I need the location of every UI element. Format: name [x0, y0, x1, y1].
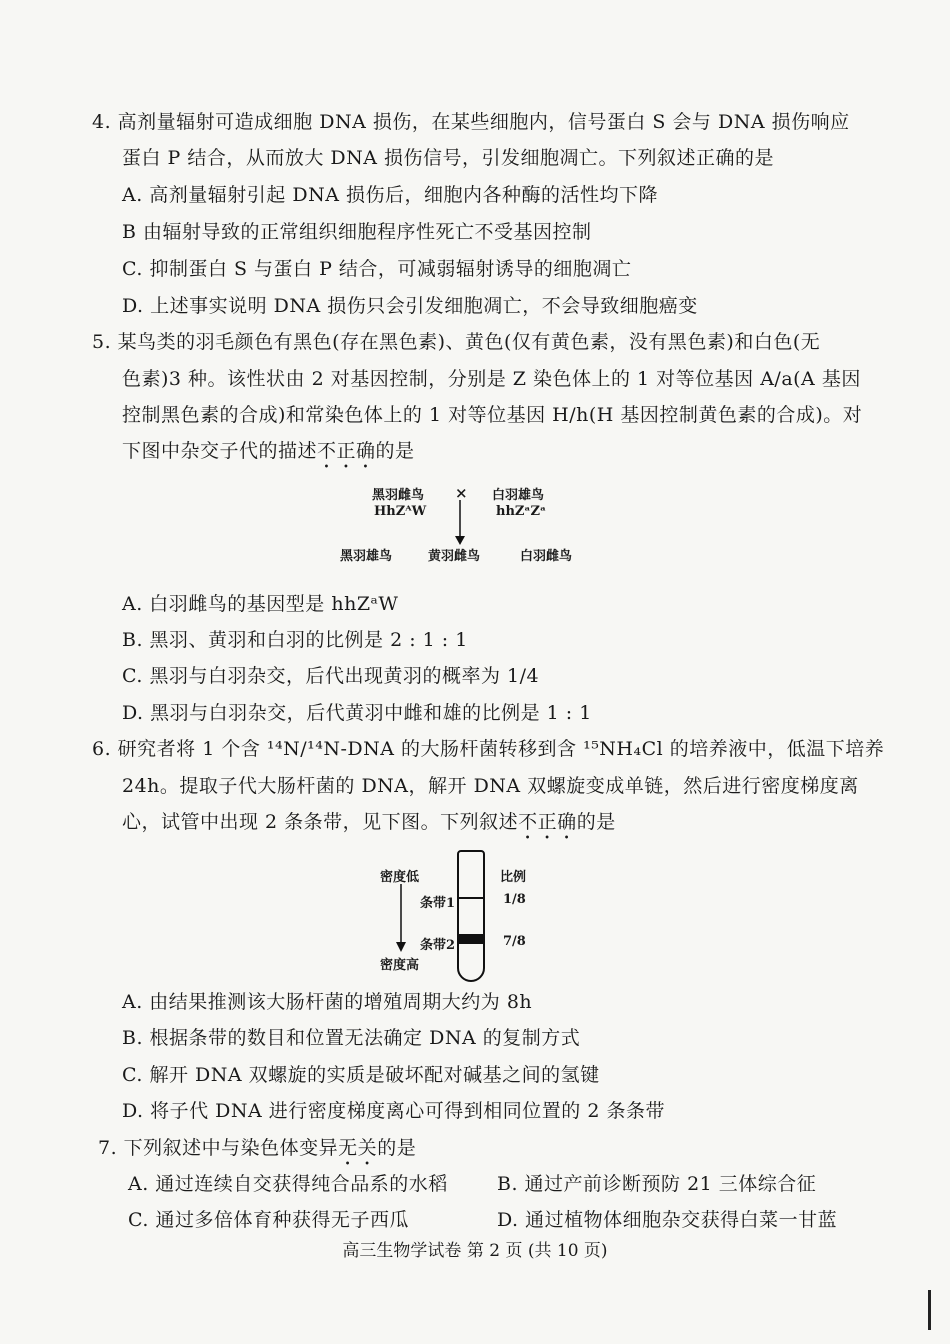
q4-option-c: C. 抑制蛋白 S 与蛋白 P 结合，可减弱辐射诱导的细胞凋亡	[122, 258, 632, 280]
q4-stem-line2: 蛋白 P 结合，从而放大 DNA 损伤信号，引发细胞凋亡。下列叙述正确的是	[122, 147, 775, 169]
q6-option-b: B. 根据条带的数目和位置无法确定 DNA 的复制方式	[122, 1027, 581, 1049]
parent2-name: 白羽雄鸟	[492, 488, 545, 503]
q5-option-b: B. 黑羽、黄羽和白羽的比例是 2 : 1 : 1	[122, 629, 468, 651]
q7-stem: 7. 下列叙述中与染色体变异无关的是	[98, 1137, 417, 1159]
page-footer: 高三生物学试卷 第 2 页 (共 10 页)	[342, 1241, 608, 1261]
test-tube	[457, 850, 485, 982]
q6-stem-line1: 6. 研究者将 1 个含 ¹⁴N/¹⁴N-DNA 的大肠杆菌转移到含 ¹⁵NH₄Cl 的培养液中，低温下培养	[92, 738, 885, 760]
high-density-label: 密度高	[380, 958, 420, 973]
q4-option-a: A. 高剂量辐射引起 DNA 损伤后，细胞内各种酶的活性均下降	[122, 184, 658, 206]
q6-stem-line2: 24h。提取子代大肠杆菌的 DNA，解开 DNA 双螺旋变成单链，然后进行密度梯度离	[122, 775, 859, 797]
offspring-2: 黄羽雌鸟	[428, 549, 481, 564]
q6-option-c: C. 解开 DNA 双螺旋的实质是破坏配对碱基之间的氢键	[122, 1064, 600, 1086]
band1-ratio: 1/8	[503, 892, 526, 907]
band2-ratio: 7/8	[503, 934, 526, 949]
band2-label: 条带2	[420, 938, 456, 953]
q5-emphasis: 不正确	[317, 440, 376, 462]
q6-option-a: A. 由结果推测该大肠杆菌的增殖周期大约为 8h	[122, 991, 533, 1013]
scan-edge-mark	[928, 1290, 931, 1330]
q6-stem-line3: 心，试管中出现 2 条条带，见下图。下列叙述不正确的是	[122, 811, 616, 833]
q6-option-d: D. 将子代 DNA 进行密度梯度离心可得到相同位置的 2 条条带	[122, 1100, 665, 1122]
band1-label: 条带1	[420, 896, 456, 911]
parent1-genotype: HhZᴬW	[374, 504, 427, 519]
q5-stem-line4: 下图中杂交子代的描述不正确的是	[122, 440, 415, 462]
q6-emphasis: 不正确	[518, 811, 577, 833]
cross-symbol: ×	[455, 484, 468, 502]
q7-option-d: D. 通过植物体细胞杂交获得白菜一甘蓝	[497, 1209, 838, 1231]
parent2-genotype: hhZᵃZᵃ	[496, 504, 546, 519]
q4-stem-line1: 4. 高剂量辐射可造成细胞 DNA 损伤，在某些细胞内，信号蛋白 S 会与 DNA 损伤响应	[92, 111, 850, 133]
band-1	[459, 897, 483, 899]
band-2	[459, 934, 483, 944]
q5-stem-line2: 色素)3 种。该性状由 2 对基因控制，分别是 Z 染色体上的 1 对等位基因 A/a(A 基因	[122, 368, 861, 390]
q7-option-b: B. 通过产前诊断预防 21 三体综合征	[497, 1173, 817, 1195]
q7-option-a: A. 通过连续自交获得纯合品系的水稻	[128, 1173, 448, 1195]
parent1-name: 黑羽雌鸟	[372, 488, 425, 503]
offspring-1: 黑羽雄鸟	[340, 549, 393, 564]
q5-stem-line3: 控制黑色素的合成)和常染色体上的 1 对等位基因 H/h(H 基因控制黄色素的合成)。对	[122, 404, 863, 426]
low-density-label: 密度低	[380, 870, 420, 885]
density-arrow-icon	[393, 884, 409, 954]
down-arrow-icon	[452, 500, 468, 546]
ratio-header: 比例	[500, 870, 527, 885]
q7-emphasis: 无关	[338, 1137, 378, 1159]
q7-option-c: C. 通过多倍体育种获得无子西瓜	[128, 1209, 409, 1231]
q4-option-d: D. 上述事实说明 DNA 损伤只会引发细胞凋亡，不会导致细胞癌变	[122, 295, 698, 317]
q5-option-c: C. 黑羽与白羽杂交，后代出现黄羽的概率为 1/4	[122, 665, 540, 687]
offspring-3: 白羽雌鸟	[520, 549, 573, 564]
q5-option-a: A. 白羽雌鸟的基因型是 hhZᵃW	[122, 593, 399, 615]
q5-option-d: D. 黑羽与白羽杂交，后代黄羽中雌和雄的比例是 1 : 1	[122, 702, 592, 724]
q5-stem-line1: 5. 某鸟类的羽毛颜色有黑色(存在黑色素)、黄色(仅有黄色素，没有黑色素)和白色(无	[92, 331, 821, 353]
q4-option-b: B 由辐射导致的正常组织细胞程序性死亡不受基因控制	[122, 221, 592, 243]
